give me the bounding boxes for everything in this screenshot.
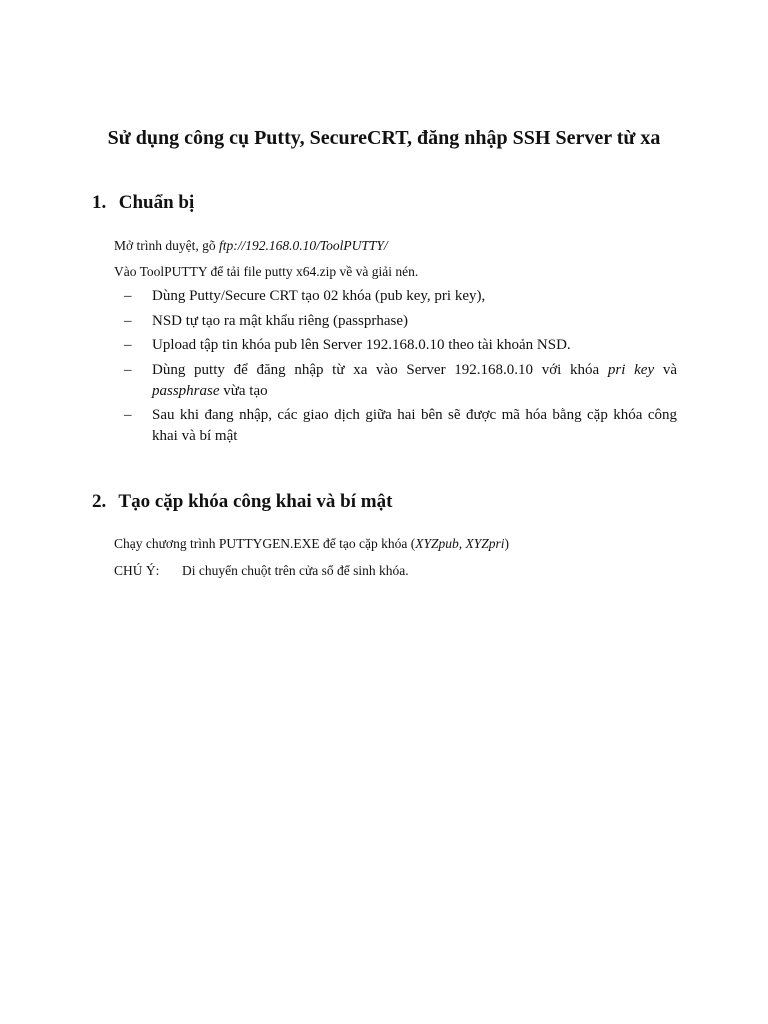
section-1-heading: [92, 191, 194, 215]
note-label: CHÚ Ý:: [114, 563, 160, 578]
key-names: XYZpub, XYZpri: [415, 536, 505, 551]
bullet-text: Dùng Putty/Secure CRT tạo 02 khóa (pub key, pri key),: [152, 288, 486, 304]
section-1-title: Chuẩn bị: [118, 192, 195, 213]
pri-key-term: pri key: [607, 361, 655, 378]
passphrase-term: passphrase: [152, 382, 220, 399]
bullet-dash: –: [124, 312, 132, 329]
puttygen-text-end: ): [504, 536, 510, 551]
list-item: [124, 286, 677, 307]
puttygen-text: Chạy chương trình PUTTYGEN.EXE để tạo cặp khóa (: [114, 536, 416, 551]
puttygen-paragraph: [114, 535, 509, 553]
section-2-number: 2.: [92, 491, 107, 512]
section-2-heading: [92, 490, 392, 514]
bullet-text: [152, 362, 677, 399]
list-item: [124, 360, 677, 402]
note-text: Di chuyển chuột trên cửa sổ để sinh khóa.: [182, 563, 409, 578]
open-browser-paragraph: [114, 237, 388, 255]
section-2-title: Tạo cặp khóa công khai và bí mật: [118, 491, 393, 512]
download-paragraph: Vào ToolPUTTY để tải file putty x64.zip về và giải nén.: [114, 264, 419, 279]
bullet-text-part: vừa tạo: [219, 382, 268, 399]
document-title: Sử dụng công cụ Putty, SecureCRT, đăng nhập SSH Server từ xa: [107, 127, 661, 149]
bullet-text: Upload tập tin khóa pub lên Server 192.168.0.10 theo tài khoản NSD.: [152, 337, 571, 353]
bullet-text: Sau khi đang nhập, các giao dịch giữa hai bên sẽ được mã hóa bằng cặp khóa công khai và bí mật: [152, 407, 677, 444]
list-item: [124, 311, 677, 332]
bullet-text-part: Dùng putty để đăng nhập từ xa vào Server 192.168.0.10 với khóa: [152, 361, 608, 378]
list-item: [124, 405, 677, 447]
ftp-link[interactable]: ftp://192.168.0.10/ToolPUTTY/: [219, 238, 388, 253]
bullet-text-part: và: [654, 361, 677, 378]
section-1-number: 1.: [92, 192, 107, 213]
bullet-dash: –: [124, 361, 132, 378]
bullet-dash: –: [124, 407, 132, 423]
bullet-dash: –: [124, 337, 132, 353]
preparation-bullet-list: [124, 286, 677, 451]
open-browser-text: Mở trình duyệt, gõ: [114, 238, 220, 253]
bullet-dash: –: [124, 288, 132, 304]
list-item: [124, 335, 677, 356]
note-paragraph: [114, 562, 409, 580]
bullet-text: NSD tự tạo ra mật khẩu riêng (passprhase): [152, 312, 408, 329]
